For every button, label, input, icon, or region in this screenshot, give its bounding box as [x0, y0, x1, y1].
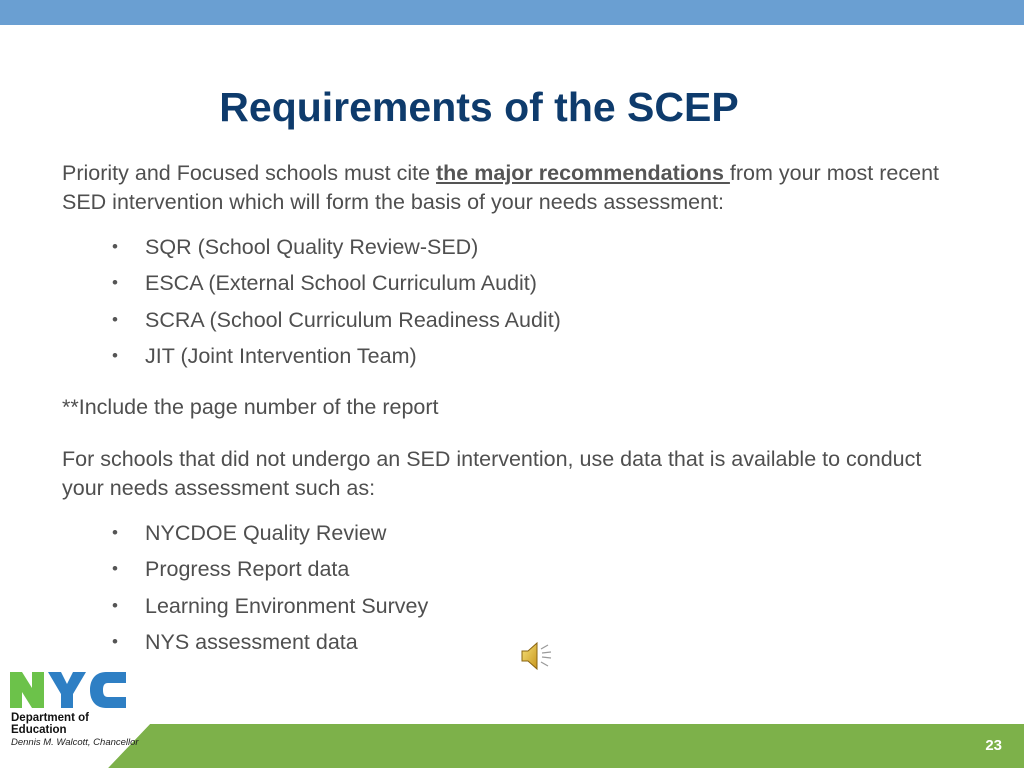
list-item: • SCRA (School Curriculum Readiness Audit)	[112, 302, 561, 338]
list-item: • ESCA (External School Curriculum Audit)	[112, 265, 561, 301]
sed-intervention-list	[112, 229, 561, 374]
nyc-doe-logo	[8, 670, 143, 750]
list-item: • Progress Report data	[112, 551, 428, 587]
list-item: • Learning Environment Survey	[112, 588, 428, 624]
list-item: • JIT (Joint Intervention Team)	[112, 338, 561, 374]
chancellor-name: Dennis M. Walcott, Chancellor	[11, 737, 139, 748]
department-of-education-label: Department of Education	[11, 712, 89, 736]
bottom-green-band	[0, 724, 1024, 768]
bullet-icon: •	[112, 559, 118, 579]
list-item: • SQR (School Quality Review-SED)	[112, 229, 561, 265]
major-recommendations-emphasis: the major recommendations	[436, 161, 730, 185]
bullet-icon: •	[112, 345, 118, 365]
bullet-icon: •	[112, 273, 118, 293]
list-item: • NYS assessment data	[112, 624, 428, 660]
speaker-sound-icon[interactable]	[520, 640, 554, 672]
bullet-icon: •	[112, 523, 118, 542]
intro-text-after: from your most recent SED intervention which will form the basis of your needs assessment:	[62, 161, 940, 214]
alternative-paragraph: For schools that did not undergo an SED intervention, use data that is available to conduct your needs assessment such as:	[62, 447, 922, 500]
bullet-icon: •	[112, 595, 118, 615]
slide-title: Requirements of the SCEP	[219, 84, 739, 130]
top-accent-bar	[0, 0, 1024, 25]
bullet-icon: •	[112, 237, 118, 256]
nyc-logo-letters	[8, 670, 130, 710]
page-number-note: **Include the page number of the report	[62, 395, 439, 419]
bullet-icon: •	[112, 309, 118, 329]
intro-paragraph	[62, 159, 962, 217]
page-number: 23	[985, 737, 1002, 754]
list-item: • NYCDOE Quality Review	[112, 515, 428, 551]
intro-text-before: Priority and Focused schools must cite	[62, 161, 437, 185]
bullet-icon: •	[112, 631, 118, 651]
alternative-sources-list	[112, 515, 428, 660]
